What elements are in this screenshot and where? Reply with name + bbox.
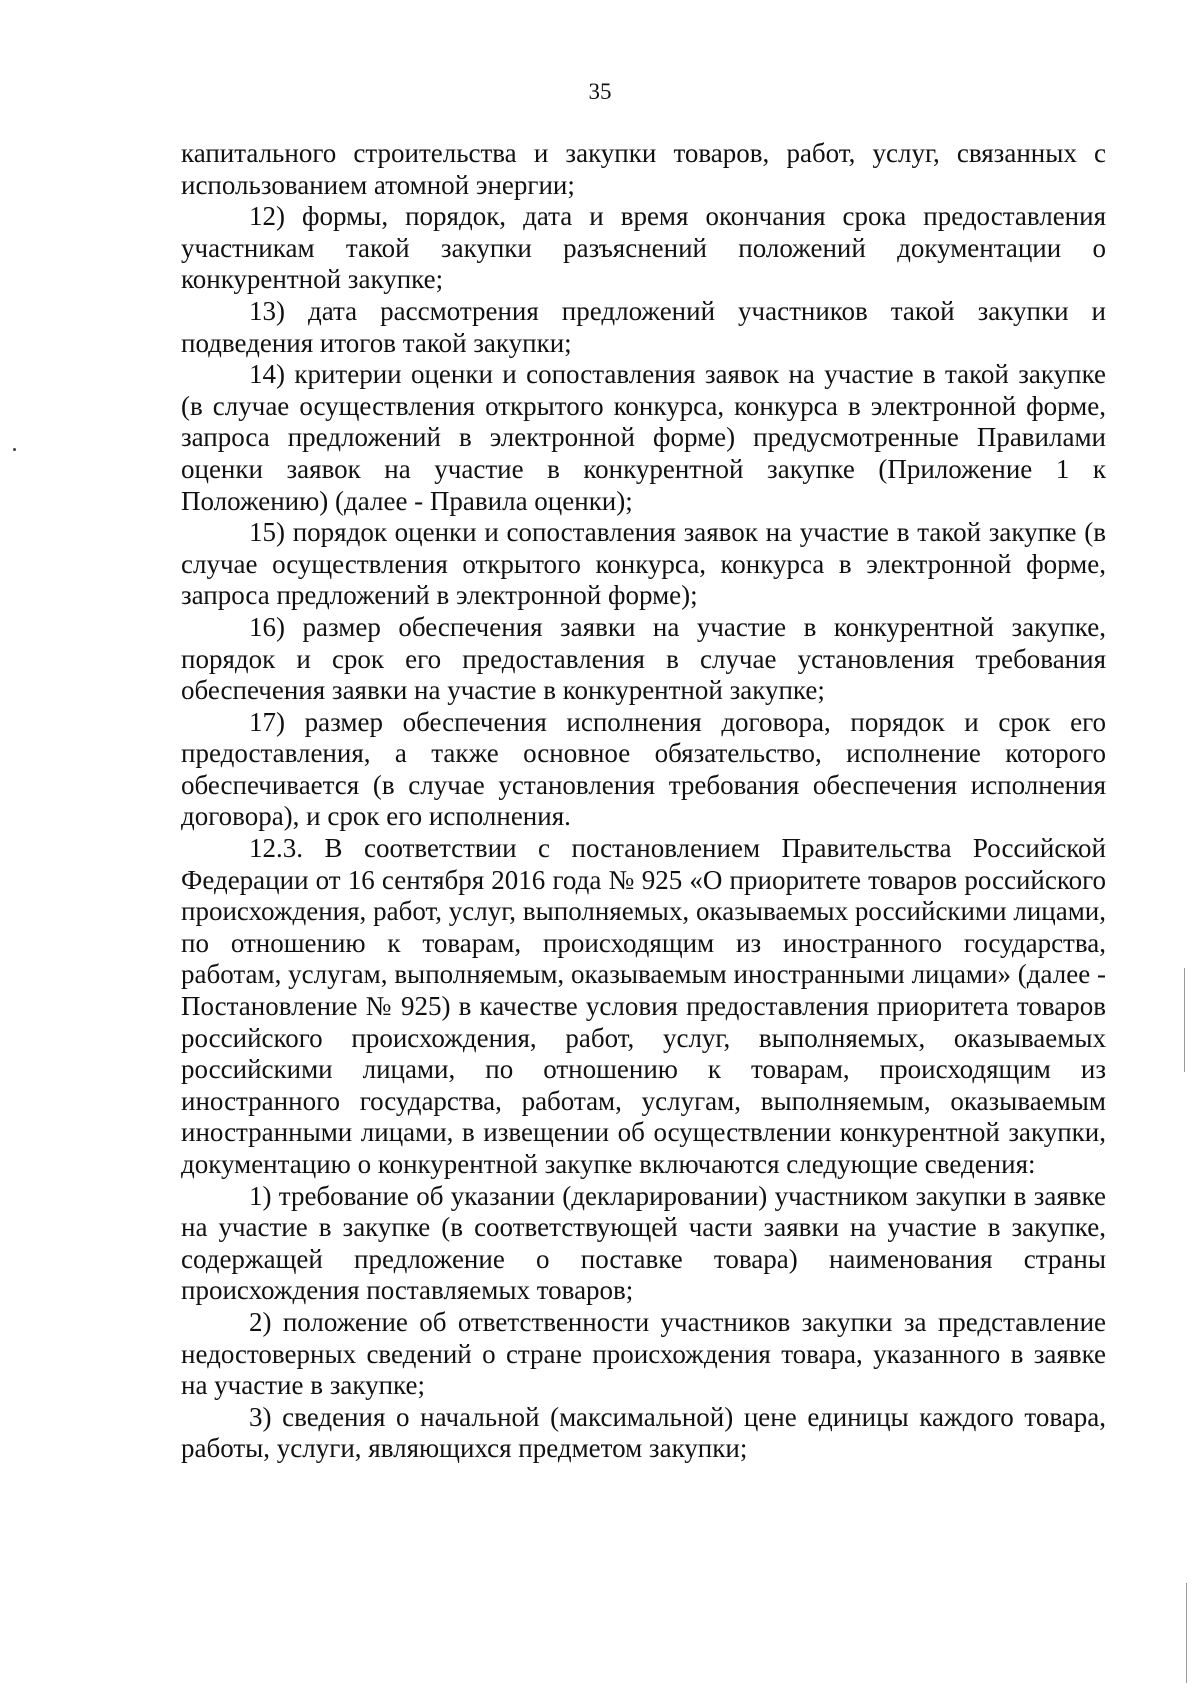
scan-edge-mark — [1186, 1583, 1187, 1683]
list-item-13: 13) дата рассмотрения предложений участников такой закупки и подведения итогов такой закупки; — [181, 295, 1106, 358]
sub-item-3: 3) сведения о начальной (максимальной) цене единицы каждого товара, работы, услуги, являющихся предметом закупки; — [181, 1401, 1106, 1464]
scan-edge-mark — [1184, 968, 1185, 1072]
document-body — [181, 138, 1106, 1465]
list-item-17: 17) размер обеспечения исполнения договора, порядок и срок его предоставления, а также основное обязательство, исполнение которого обеспечивается (в случае установления требования обеспечения исполнения договора), и срок его исполнения. — [181, 706, 1106, 832]
paragraph-continuation: капитального строительства и закупки товаров, работ, услуг, связанных с использованием атомной энергии; — [181, 138, 1106, 200]
sub-item-2: 2) положение об ответственности участников закупки за представление недостоверных сведений о стране происхождения товара, указанного в заявке на участие в закупке; — [181, 1306, 1106, 1401]
sub-item-1: 1) требование об указании (декларировании) участником закупки в заявке на участие в закупке (в соответствующей части заявки на участие в закупке, содержащей предложение о поставке товара) наименования страны происхождения поставляемых товаров; — [181, 1180, 1106, 1306]
list-item-16: 16) размер обеспечения заявки на участие в конкурентной закупке, порядок и срок его предоставления в случае установления требования обеспечения заявки на участие в конкурентной закупке; — [181, 611, 1106, 706]
page-number: 35 — [588, 79, 612, 104]
list-item-14: 14) критерии оценки и сопоставления заявок на участие в такой закупке (в случае осуществления открытого конкурса, конкурса в электронной форме, запроса предложений в электронной форме) предусмотренные Правилами оценки заявок на участие в конкурентной закупке (Приложение 1 к Положению) (далее - Правила оценки); — [181, 359, 1106, 516]
section-12-3: 12.3. В соответствии с постановлением Правительства Российской Федерации от 16 сентября 2016 года № 925 «О приоритете товаров российского происхождения, работ, услуг, выполняемых, оказываемых российскими лицами, по отношению к товарам, происходящим из иностранного государства, работам, услугам, выполняемым, оказываемым иностранными лицами» (далее - Постановление № 925) в качестве условия предоставления приоритета товаров российского происхождения, работ, услуг, выполняемых, оказываемых российскими лицами, по отношению к товарам, происходящим из иностранного государства, работам, услугам, выполняемым, оказываемым иностранными лицами, в извещении об осуществлении конкурентной закупки, документацию о конкурентной закупке включаются следующие сведения: — [181, 833, 1106, 1179]
scan-speck — [13, 448, 16, 451]
list-item-15: 15) порядок оценки и сопоставления заявок на участие в такой закупке (в случае осуществления открытого конкурса, конкурса в электронной форме, запроса предложений в электронной форме); — [181, 517, 1106, 611]
list-item-12: 12) формы, порядок, дата и время окончания срока предоставления участникам такой закупки разъяснений положений документации о конкурентной закупке; — [181, 201, 1106, 295]
